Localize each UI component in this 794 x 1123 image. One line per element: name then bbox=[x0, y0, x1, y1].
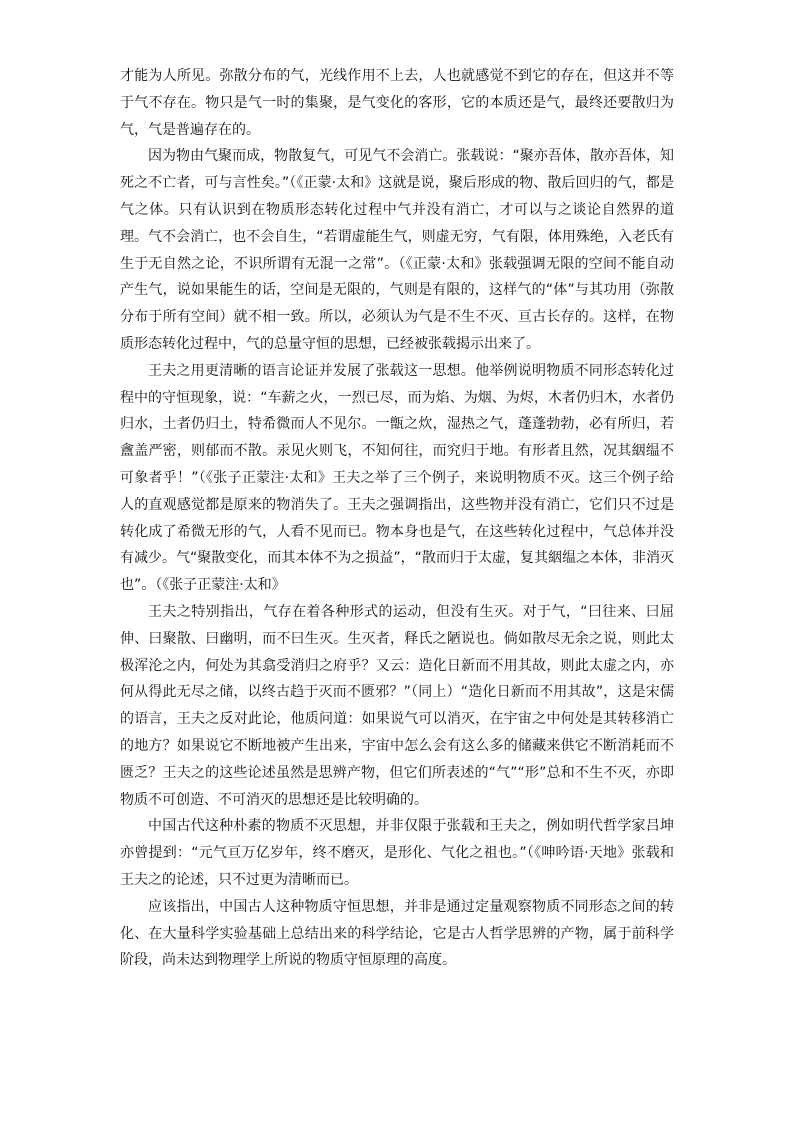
document-body bbox=[120, 63, 674, 974]
paragraph-6: 应该指出，中国古人这种物质守恒思想，并非是通过定量观察物质不同形态之间的转化、在大量科学实验基础上总结出来的科学结论，它是古人哲学思辨的产物，属于前科学阶段，尚未达到物理学上所说的物质守恒原理的高度。 bbox=[120, 898, 674, 969]
paragraph-4: 王夫之特别指出，气存在着各种形式的运动，但没有生灭。对于气，“曰往来、曰屈伸、曰聚散、曰幽明，而不曰生灭。生灭者，释氏之陋说也。倘如散尽无余之说，则此太极浑沦之内，何处为其翕受消归之府乎？又云：造化日新而不用其故，则此太虚之内，亦何从得此无尽之储，以终古趋于灭而不匮邪？”（同上）“造化日新而不用其故”，这是宋儒的语言，王夫之反对此论，他质问道：如果说气可以消灭，在宇宙之中何处是其转移消亡的地方？如果说它不断地被产生出来，宇宙中怎么会有这么多的储藏来供它不断消耗而不匮乏？王夫之的这些论述虽然是思辨产物，但它们所表述的“气”“形”总和不生不灭，亦即物质不可创造、不可消灭的思想还是比较明确的。 bbox=[120, 603, 674, 808]
paragraph-5: 中国古代这种朴素的物质不灭思想，并非仅限于张载和王夫之，例如明代哲学家吕坤亦曾提到：“元气亘万亿岁年，终不磨灭，是形化、气化之祖也。”（《呻吟语·天地》张载和王夫之的论述，只不过更为清晰而已。 bbox=[120, 818, 674, 888]
paragraph-3: 王夫之用更清晰的语言论证并发展了张载这一思想。他举例说明物质不同形态转化过程中的守恒现象，说：“车薪之火，一烈已尽，而为焰、为烟、为烬，木者仍归木，水者仍归水，土者仍归土，特希微而人不见尔。一甑之炊，湿热之气，蓬蓬勃勃，必有所归，若盦盖严密，则郁而不散。汞见火则飞，不知何往，而究归于地。有形者且然，况其絪缊不可象者乎！”（《张子正蒙注·太和》王夫之举了三个例子，来说明物质不灭。这三个例子给人的直观感觉都是原来的物消失了。王夫之强调指出，这些物并没有消亡，它们只不过是转化成了希微无形的气，人看不见而已。物本身也是气，在这些转化过程中，气总体并没有减少。气“聚散变化，而其本体不为之损益”，“散而归于太虚，复其絪缊之本体，非消灭也”。（《张子正蒙注·太和》 bbox=[120, 362, 674, 594]
paragraph-2: 因为物由气聚而成，物散复气，可见气不会消亡。张载说：“聚亦吾体，散亦吾体，知死之不亡者，可与言性矣。”（《正蒙·太和》这就是说，聚后形成的物、散后回归的气，都是气之体。只有认识到在物质形态转化过程中气并没有消亡，才可以与之谈论自然界的道理。气不会消亡，也不会自生，“若谓虚能生气，则虚无穷，气有限，体用殊绝，入老氏有生于无自然之论，不识所谓有无混一之常”。（《正蒙·太和》张载强调无限的空间不能自动产生气，说如果能生的话，空间是无限的，气则是有限的，这样气的“体”与其功用（弥散分布于所有空间）就不相一致。所以，必须认为气是不生不灭、亘古长存的。这样，在物质形态转化过程中，气的总量守恒的思想，已经被张载揭示出来了。 bbox=[120, 148, 674, 352]
paragraph-1: 才能为人所见。弥散分布的气，光线作用不上去，人也就感觉不到它的存在，但这并不等于气不存在。物只是气一时的集聚，是气变化的客形，它的本质还是气，最终还要散归为气，气是普遍存在的。 bbox=[120, 68, 674, 138]
